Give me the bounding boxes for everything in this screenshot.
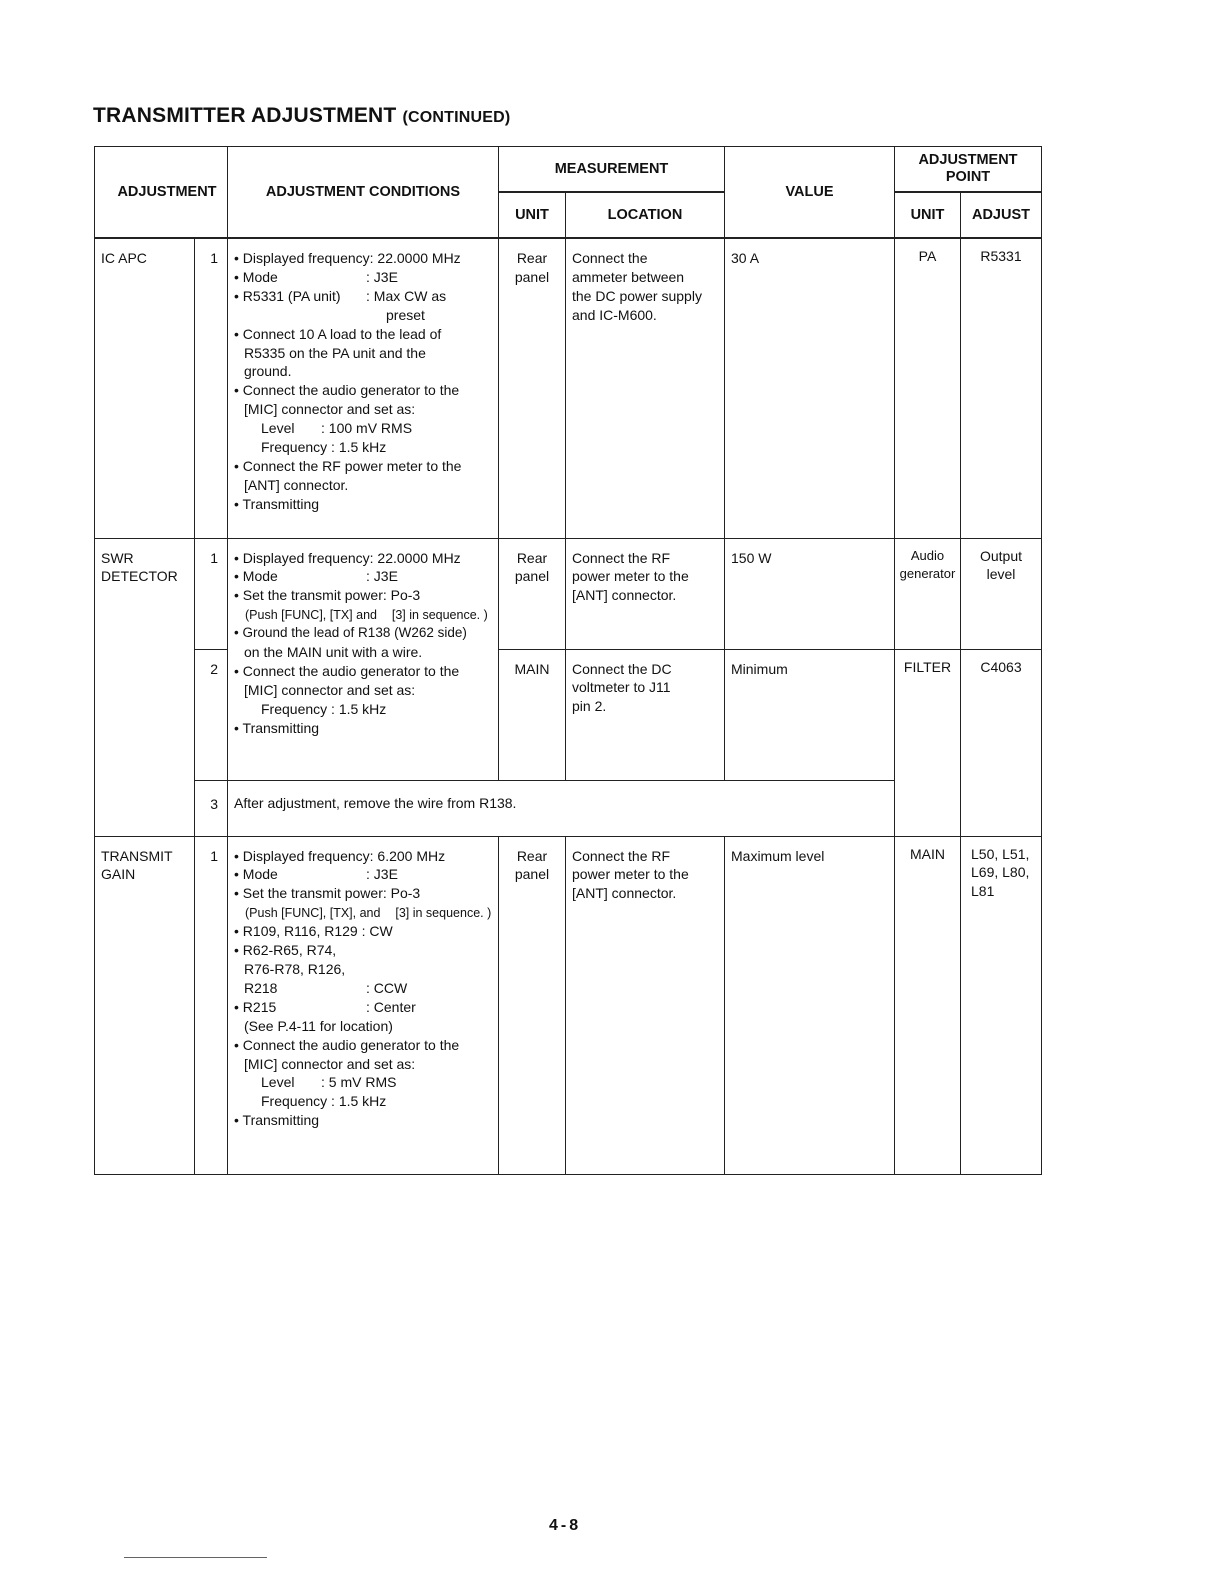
step-number: 3 [195,780,228,836]
measurement-location: Connect the DC voltmeter to J11 pin 2. [566,649,725,780]
header-conditions: ADJUSTMENT CONDITIONS [228,147,499,239]
header-adjustment: ADJUSTMENT [95,147,228,239]
page-title [93,104,510,128]
step-number: 2 [195,649,228,780]
value-cell: 150 W [725,538,895,649]
table-row-transmit-gain [95,836,1042,1174]
step-number: 1 [195,538,228,649]
point-unit: PA [895,238,961,538]
conditions-cell: • Displayed frequency: 22.0000 MHz • Mode : J3E • R5331 (PA unit) : Max CW as preset • Connect 10 A load to the lead of R5335 on the PA unit and the ground. • Connect the audio generator to the [MIC] connector and set as: Level : 100 mV RMS Frequency : 1.5 kHz • Connect the RF power meter to the [ANT] connector. • Transmitting [228,238,499,538]
point-adjust: R5331 [961,238,1042,538]
header-adjustment-point-line2: POINT [945,169,991,185]
table-row-swr-step1 [95,538,1042,649]
header-adjustment-point [895,147,1042,193]
header-adjustment-point-line1: ADJUSTMENT [918,152,1018,168]
point-unit: MAIN [895,836,961,1174]
measurement-unit: Rear panel [499,238,566,538]
adjustment-name: IC APC [95,238,195,538]
point-unit: Audio generator [895,538,961,649]
point-adjust: L50, L51, L69, L80, L81 [961,836,1042,1174]
step3-note: After adjustment, remove the wire from R138. [228,780,895,836]
measurement-location: Connect the RF power meter to the [ANT] connector. [566,836,725,1174]
point-unit: FILTER [895,649,961,836]
value-cell: Maximum level [725,836,895,1174]
measurement-location: Connect the RF power meter to the [ANT] connector. [566,538,725,649]
header-location: LOCATION [566,192,725,238]
value-cell: 30 A [725,238,895,538]
adjustment-table [94,146,1042,1175]
header-measurement-unit: UNIT [499,192,566,238]
measurement-unit: Rear panel [499,538,566,649]
conditions-cell: • Displayed frequency: 22.0000 MHz • Mode : J3E • Set the transmit power: Po-3 (Push [FUNC], [TX] and [3] in sequence. ) • Ground the lead of R138 (W262 side) on the MAIN unit with a wire. • Connect the audio generator to the [MIC] connector and set as: Frequency : 1.5 kHz • Transmitting [228,538,499,780]
page-number: 4-8 [549,1517,582,1534]
table-row-ic-apc [95,238,1042,538]
page-title-suffix: (CONTINUED) [402,109,511,126]
page-title-main: TRANSMITTER ADJUSTMENT [93,104,397,127]
footer-rule [124,1557,267,1558]
measurement-location: Connect the ammeter between the DC power supply and IC-M600. [566,238,725,538]
step-number: 1 [195,836,228,1174]
header-measurement: MEASUREMENT [499,147,725,193]
step-number: 1 [195,238,228,538]
adjustment-name: SWR DETECTOR [95,538,195,836]
header-point-unit: UNIT [895,192,961,238]
measurement-unit: Rear panel [499,836,566,1174]
conditions-cell: • Displayed frequency: 6.200 MHz • Mode : J3E • Set the transmit power: Po-3 (Push [FUNC], [TX], and [3] in sequence. ) • R109, R116, R129 : CW • R62-R65, R74, R76-R78, R126, R218 : CCW • R215 : Center (See P.4-11 for location) • Connect the audio generator to the [MIC] connector and set as: Level : 5 mV RMS Frequency : 1.5 kHz • Transmitting [228,836,499,1174]
point-adjust: Output level [961,538,1042,649]
header-point-adjust: ADJUST [961,192,1042,238]
header-value: VALUE [725,147,895,239]
point-adjust: C4063 [961,649,1042,836]
adjustment-name: TRANSMIT GAIN [95,836,195,1174]
measurement-unit: MAIN [499,649,566,780]
value-cell: Minimum [725,649,895,780]
